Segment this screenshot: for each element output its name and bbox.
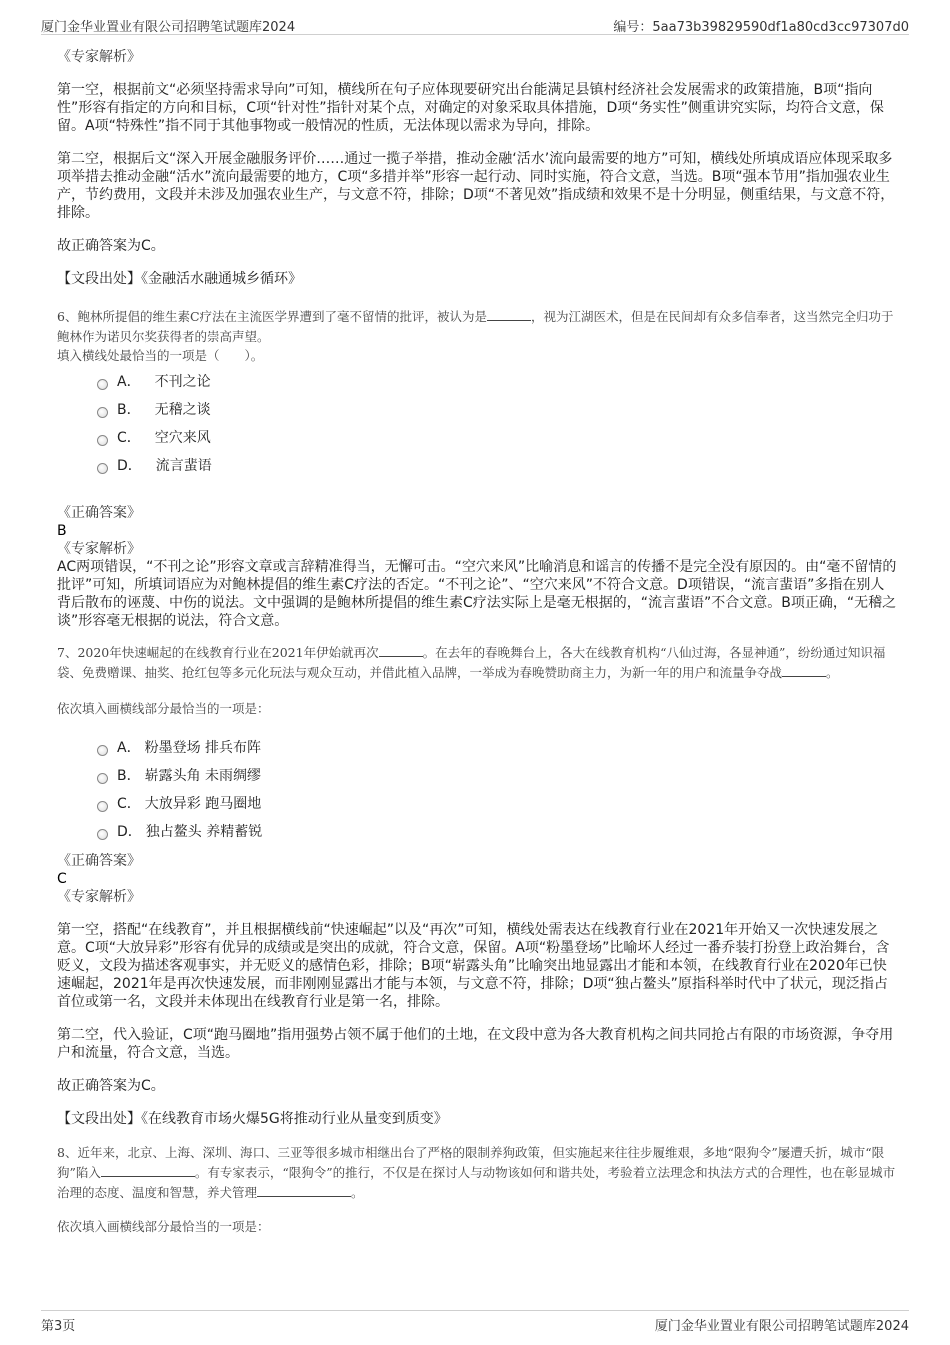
q6-option-d[interactable]: D． 流言蜚语 xyxy=(97,452,898,480)
q7-option-a[interactable]: A． 粉墨登场 排兵布阵 xyxy=(97,734,898,762)
radio-icon[interactable] xyxy=(97,379,108,390)
radio-icon[interactable] xyxy=(97,745,108,756)
q5-analysis-para1: 第一空，根据前文“必须坚持需求导向”可知，横线所在句子应体现要研究出台能满足县镇村经济社会发展需求的政策措施，B项“指向性”形容有指定的方向和目标，C项“针对性”指针对某个点，对确定的对象采取具体措施，D项“务实性”侧重讲究实际，均符合文意，保留。A项“特殊性”指不同于其他事物或一般情况的性质，无法体现以需求为导向，排除。 xyxy=(57,82,884,134)
radio-icon[interactable] xyxy=(97,773,108,784)
radio-icon[interactable] xyxy=(97,801,108,812)
q6-option-a[interactable]: A． 不刊之论 xyxy=(97,368,898,396)
answer-blank xyxy=(257,1184,351,1197)
answer-blank xyxy=(379,644,423,657)
radio-icon[interactable] xyxy=(97,407,108,418)
q7-stem: 7、2020年快速崛起的在线教育行业在2021年伊始就再次 。在去年的春晚舞台上，各大在线教育机构“八仙过海，各显神通”，纷纷通过知识福袋、免费赠课、抽奖、抢红包等多元化玩法与观众互动，并借此植入品牌，一举成为春晚赞助商主力，为新一年的用户和流量争夺战 。 xyxy=(57,645,886,680)
q7-analysis-para1: 第一空，搭配“在线教育”，并且根据横线前“快速崛起”以及“再次”可知，横线处需表达在线教育行业在2021年开始又一次快速发展之意。C项“大放异彩”形容有优异的成绩或是突出的成就，符合文意，保留。A项“粉墨登场”比喻坏人经过一番乔装打扮登上政治舞台，含贬义，文段为描述客观事实，并无贬义的感情色彩，排除；B项“崭露头角”比喻突出地显露出才能和本领，在线教育行业在2020年已快速崛起，2021年是再次快速发展，而非刚刚显露出才能与本领，与文意不符，排除；D项“独占鳌头”原指科举时代中了状元，现泛指占首位或第一名，文段并未体现出在线教育行业是第一名，排除。 xyxy=(57,922,890,1010)
expert-analysis-label: 《专家解析》 xyxy=(57,889,141,905)
q5-conclusion: 故正确答案为C。 xyxy=(57,238,165,254)
q5-source xyxy=(57,270,898,288)
source-title: 《金融活水融通城乡循环》 xyxy=(141,271,302,287)
q6-prompt: 填入横线处最恰当的一项是（ ）。 xyxy=(57,348,264,363)
q6-analysis: AC两项错误，“不刊之论”形容文章或言辞精准得当，无懈可击。“空穴来风”比喻消息和谣言的传播不是完全没有原因的。由“毫不留情的批评”可知，所填词语应为对鲍林提倡的维生素C疗法的否定。“不刊之论”、“空穴来风”不符合文意。D项错误，“流言蜚语”多指在别人背后散布的诬蔑、中伤的说法。文中强调的是鲍林所提倡的维生素C疗法实际上是毫无根据的，“流言蜚语”不合文意。B项正确，“无稽之谈”形容毫无根据的说法，符合文意。 xyxy=(57,559,897,629)
q7-prompt: 依次填入画横线部分最恰当的一项是： xyxy=(57,701,270,716)
q7-analysis-para2: 第二空，代入验证，C项“跑马圈地”指用强势占领不属于他们的土地，在文段中意为各大教育机构之间共同抢占有限的市场资源，争夺用户和流量，符合文意，当选。 xyxy=(57,1027,894,1061)
expert-analysis-label: 《专家解析》 xyxy=(57,541,141,557)
q7-option-d[interactable]: D． 独占鳌头 养精蓄锐 xyxy=(97,818,898,846)
q7-option-c[interactable]: C． 大放异彩 跑马圈地 xyxy=(97,790,898,818)
q7-conclusion: 故正确答案为C。 xyxy=(57,1078,165,1094)
answer-blank xyxy=(782,664,826,677)
page-header xyxy=(41,12,909,35)
source-title: 《在线教育市场火爆5G将推动行业从量变到质变》 xyxy=(141,1111,448,1127)
q6-options xyxy=(97,368,898,480)
radio-icon[interactable] xyxy=(97,463,108,474)
q5-analysis-para2: 第二空，根据后文“深入开展金融服务评价……通过一揽子举措，推动金融‘活水’流向最需要的地方”可知，横线处所填成语应体现采取多项举措去推动金融“活水”流向最需要的地方，C项“多措并举”形容一起行动、同时实施，符合文意，当选。B项“强本节用”指加强农业生产，节约费用，文段并未涉及加强农业生产，与文意不符，排除；D项“不著见效”指成绩和效果不是十分明显，侧重结果，与文意不符，排除。 xyxy=(57,151,895,221)
correct-answer-label: 《正确答案》 xyxy=(57,505,141,521)
expert-analysis-label: 《专家解析》 xyxy=(57,49,141,65)
source-prefix: 【文段出处】 xyxy=(57,1111,141,1127)
q7-answer: C xyxy=(57,871,67,887)
footer-title: 厦门金华业置业有限公司招聘笔试题库2024 xyxy=(654,1319,909,1334)
q7-source xyxy=(57,1110,898,1128)
q6-option-b[interactable]: B． 无稽之谈 xyxy=(97,396,898,424)
source-prefix: 【文段出处】 xyxy=(57,271,141,287)
document-id: 编号：5aa73b39829590df1a80cd3cc97307d0 xyxy=(613,20,909,35)
q6-stem: 6、鲍林所提倡的维生素C疗法在主流医学界遭到了毫不留情的批评，被认为是 ，视为江湖医术，但是在民间却有众多信奉者，这当然完全归功于鲍林作为诺贝尔奖获得者的崇高声望。 xyxy=(57,309,894,344)
header-title: 厦门金华业置业有限公司招聘笔试题库2024 xyxy=(41,20,296,35)
q8-prompt: 依次填入画横线部分最恰当的一项是： xyxy=(57,1219,270,1234)
page-content xyxy=(57,44,898,1237)
q6-answer: B xyxy=(57,523,67,539)
q8-stem: 8、近年来，北京、上海、深圳、海口、三亚等很多城市相继出台了严格的限制养狗政策，但实施起来往往步履维艰，多地“限狗令”屡遭夭折，城市“限狗”陷入 。有专家表示，“限狗令”的推行，不仅是在探讨人与动物该如何和谐共处，考验着立法理念和执法方式的合理性，也在彰显城市治理的态度、温度和智慧，养犬管理 。 xyxy=(57,1145,896,1200)
answer-blank xyxy=(487,308,531,321)
q6-option-c[interactable]: C． 空穴来风 xyxy=(97,424,898,452)
q7-option-b[interactable]: B． 崭露头角 未雨绸缪 xyxy=(97,762,898,790)
radio-icon[interactable] xyxy=(97,435,108,446)
correct-answer-label: 《正确答案》 xyxy=(57,853,141,869)
page-number: 第3页 xyxy=(41,1319,76,1334)
page-footer xyxy=(41,1310,909,1335)
q7-options xyxy=(97,734,898,846)
radio-icon[interactable] xyxy=(97,829,108,840)
answer-blank xyxy=(101,1164,195,1177)
